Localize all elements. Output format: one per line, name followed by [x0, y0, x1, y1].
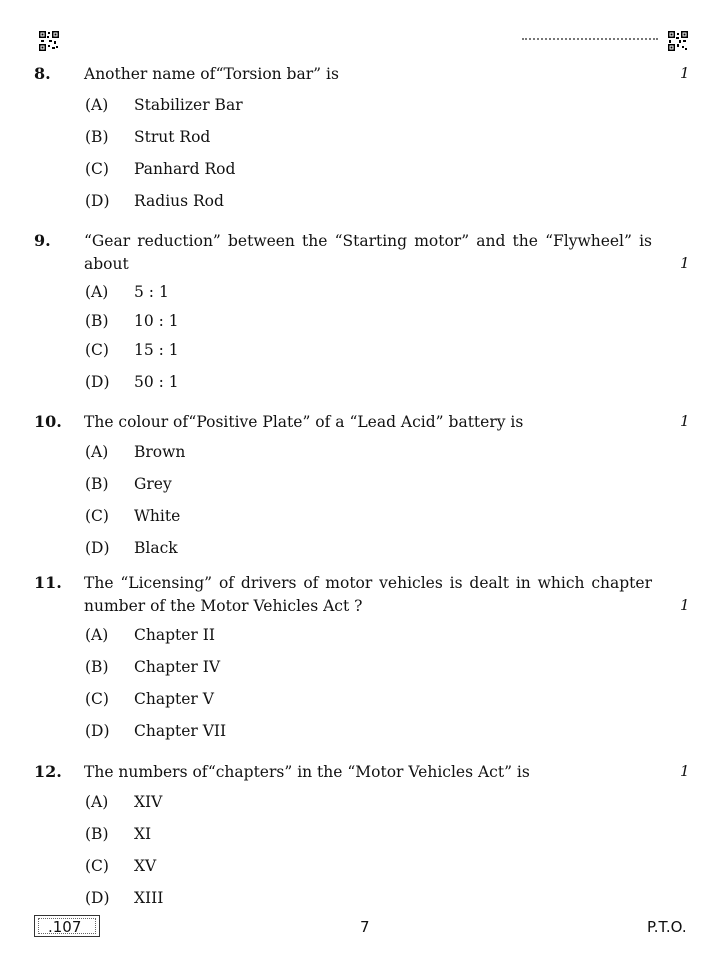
option-text: Radius Rod	[134, 192, 224, 210]
option-text: Brown	[134, 443, 186, 461]
option-text: 5 : 1	[134, 283, 169, 301]
option-label: (A)	[85, 793, 109, 811]
option-label: (B)	[85, 825, 109, 843]
question-marks: 1	[680, 762, 690, 780]
option-text: Panhard Rod	[134, 160, 236, 178]
option-label: (A)	[85, 283, 109, 301]
question-text-line-1: The “Licensing” of drivers of motor vehicles is dealt in which chapter	[84, 574, 652, 592]
option-label: (C)	[85, 857, 109, 875]
option-text: Chapter II	[134, 626, 215, 644]
option-label: (D)	[85, 192, 110, 210]
option-label: (B)	[85, 312, 109, 330]
option-text: 15 : 1	[134, 341, 179, 359]
option-label: (B)	[85, 128, 109, 146]
option-label: (B)	[85, 475, 109, 493]
option-label: (A)	[85, 443, 109, 461]
option-label: (C)	[85, 341, 109, 359]
option-text: 50 : 1	[134, 373, 179, 391]
option-text: Black	[134, 539, 178, 557]
question-number: 8.	[34, 64, 51, 83]
option-text: XIII	[134, 889, 164, 907]
qr-code-icon	[668, 31, 688, 51]
option-text: XI	[134, 825, 152, 843]
option-text: Stabilizer Bar	[134, 96, 243, 114]
option-label: (A)	[85, 96, 109, 114]
option-label: (D)	[85, 373, 110, 391]
option-label: (B)	[85, 658, 109, 676]
question-text: The colour of“Positive Plate” of a “Lead Acid” battery is	[84, 413, 524, 431]
option-text: Chapter V	[134, 690, 214, 708]
question-marks: 1	[680, 254, 690, 272]
option-text: Chapter IV	[134, 658, 221, 676]
page-number: 7	[360, 918, 370, 936]
option-text: Grey	[134, 475, 172, 493]
question-number: 12.	[34, 762, 62, 781]
question-text-line-2: about	[84, 255, 129, 273]
question-text-line-2: number of the Motor Vehicles Act ?	[84, 597, 363, 615]
option-label: (D)	[85, 722, 110, 740]
option-text: Strut Rod	[134, 128, 211, 146]
option-text: XV	[134, 857, 157, 875]
header-rule	[522, 38, 658, 42]
option-text: Chapter VII	[134, 722, 227, 740]
question-number: 11.	[34, 573, 62, 592]
qr-code-icon	[39, 31, 59, 51]
question-number: 9.	[34, 231, 51, 250]
option-text: 10 : 1	[134, 312, 179, 330]
option-label: (A)	[85, 626, 109, 644]
question-marks: 1	[680, 64, 690, 82]
question-text: The numbers of“chapters” in the “Motor Vehicles Act” is	[84, 763, 530, 781]
option-label: (C)	[85, 507, 109, 525]
question-marks: 1	[680, 596, 690, 614]
paper-code: .107	[48, 918, 82, 936]
question-text-line-1: “Gear reduction” between the “Starting motor” and the “Flywheel” is	[84, 232, 652, 250]
question-number: 10.	[34, 412, 62, 431]
pto-label: P.T.O.	[647, 918, 687, 936]
question-marks: 1	[680, 412, 690, 430]
option-text: White	[134, 507, 181, 525]
option-text: XIV	[134, 793, 163, 811]
option-label: (D)	[85, 539, 110, 557]
option-label: (C)	[85, 690, 109, 708]
option-label: (D)	[85, 889, 110, 907]
option-label: (C)	[85, 160, 109, 178]
question-text: Another name of“Torsion bar” is	[84, 65, 339, 83]
